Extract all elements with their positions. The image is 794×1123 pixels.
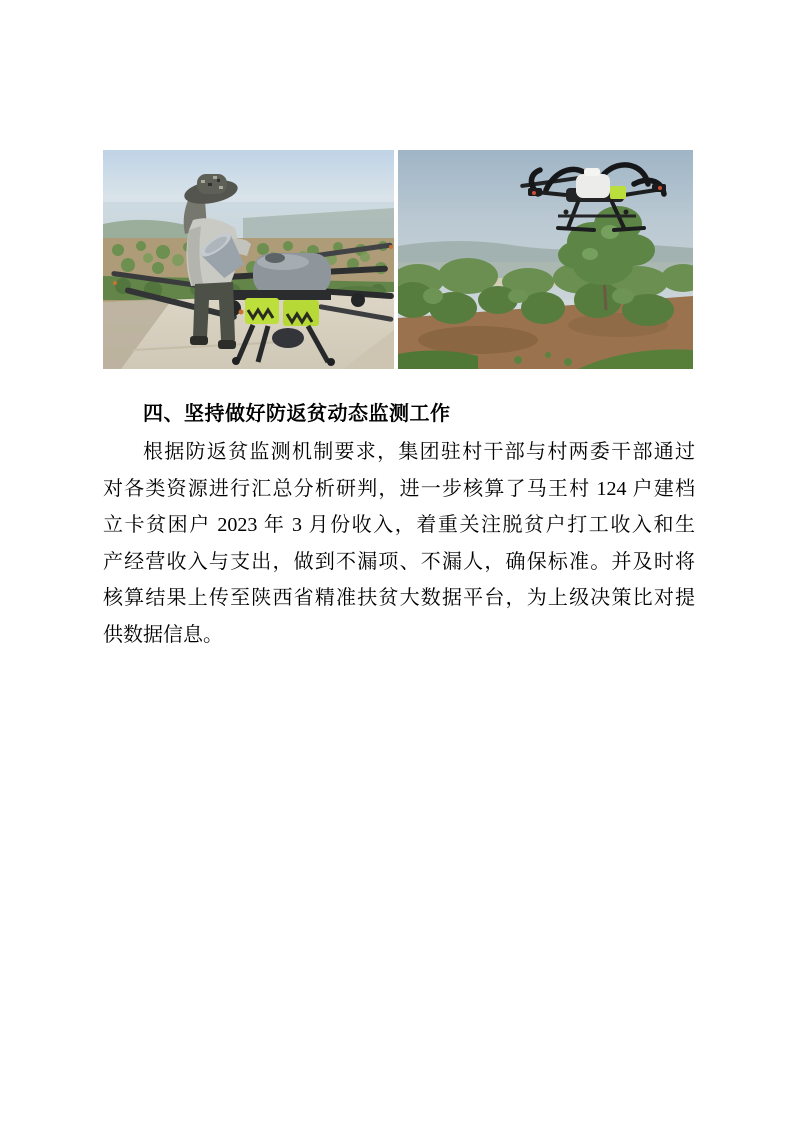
photo-drone-refilling-art — [103, 150, 394, 369]
paragraph-line: 根据防返贫监测机制要求，集团驻村干部与村两委干部通过 — [143, 441, 695, 463]
paragraph-line: 产经营收入与支出，做到不漏项、不漏人，确保标准。并及时将 — [103, 550, 695, 573]
paragraph-line: 核算结果上传至陕西省精准扶贫大数据平台，为上级决策比对提 — [103, 587, 695, 610]
paragraph-line: 供数据信息。 — [103, 623, 223, 646]
photo-drone-spraying-art — [398, 150, 693, 369]
figure-row — [103, 150, 693, 369]
photo-drone-refilling — [103, 150, 394, 369]
paragraph-line: 对各类资源进行汇总分析研判，进一步核算了马王村 124 户建档 — [103, 477, 695, 500]
photo-drone-spraying — [398, 150, 693, 369]
paragraph-line: 立卡贫困户 2023 年 3 月份收入，着重关注脱贫户打工收入和生 — [103, 514, 695, 537]
section-heading: 四、坚持做好防返贫动态监测工作 — [143, 403, 451, 425]
body-paragraph — [103, 434, 695, 654]
